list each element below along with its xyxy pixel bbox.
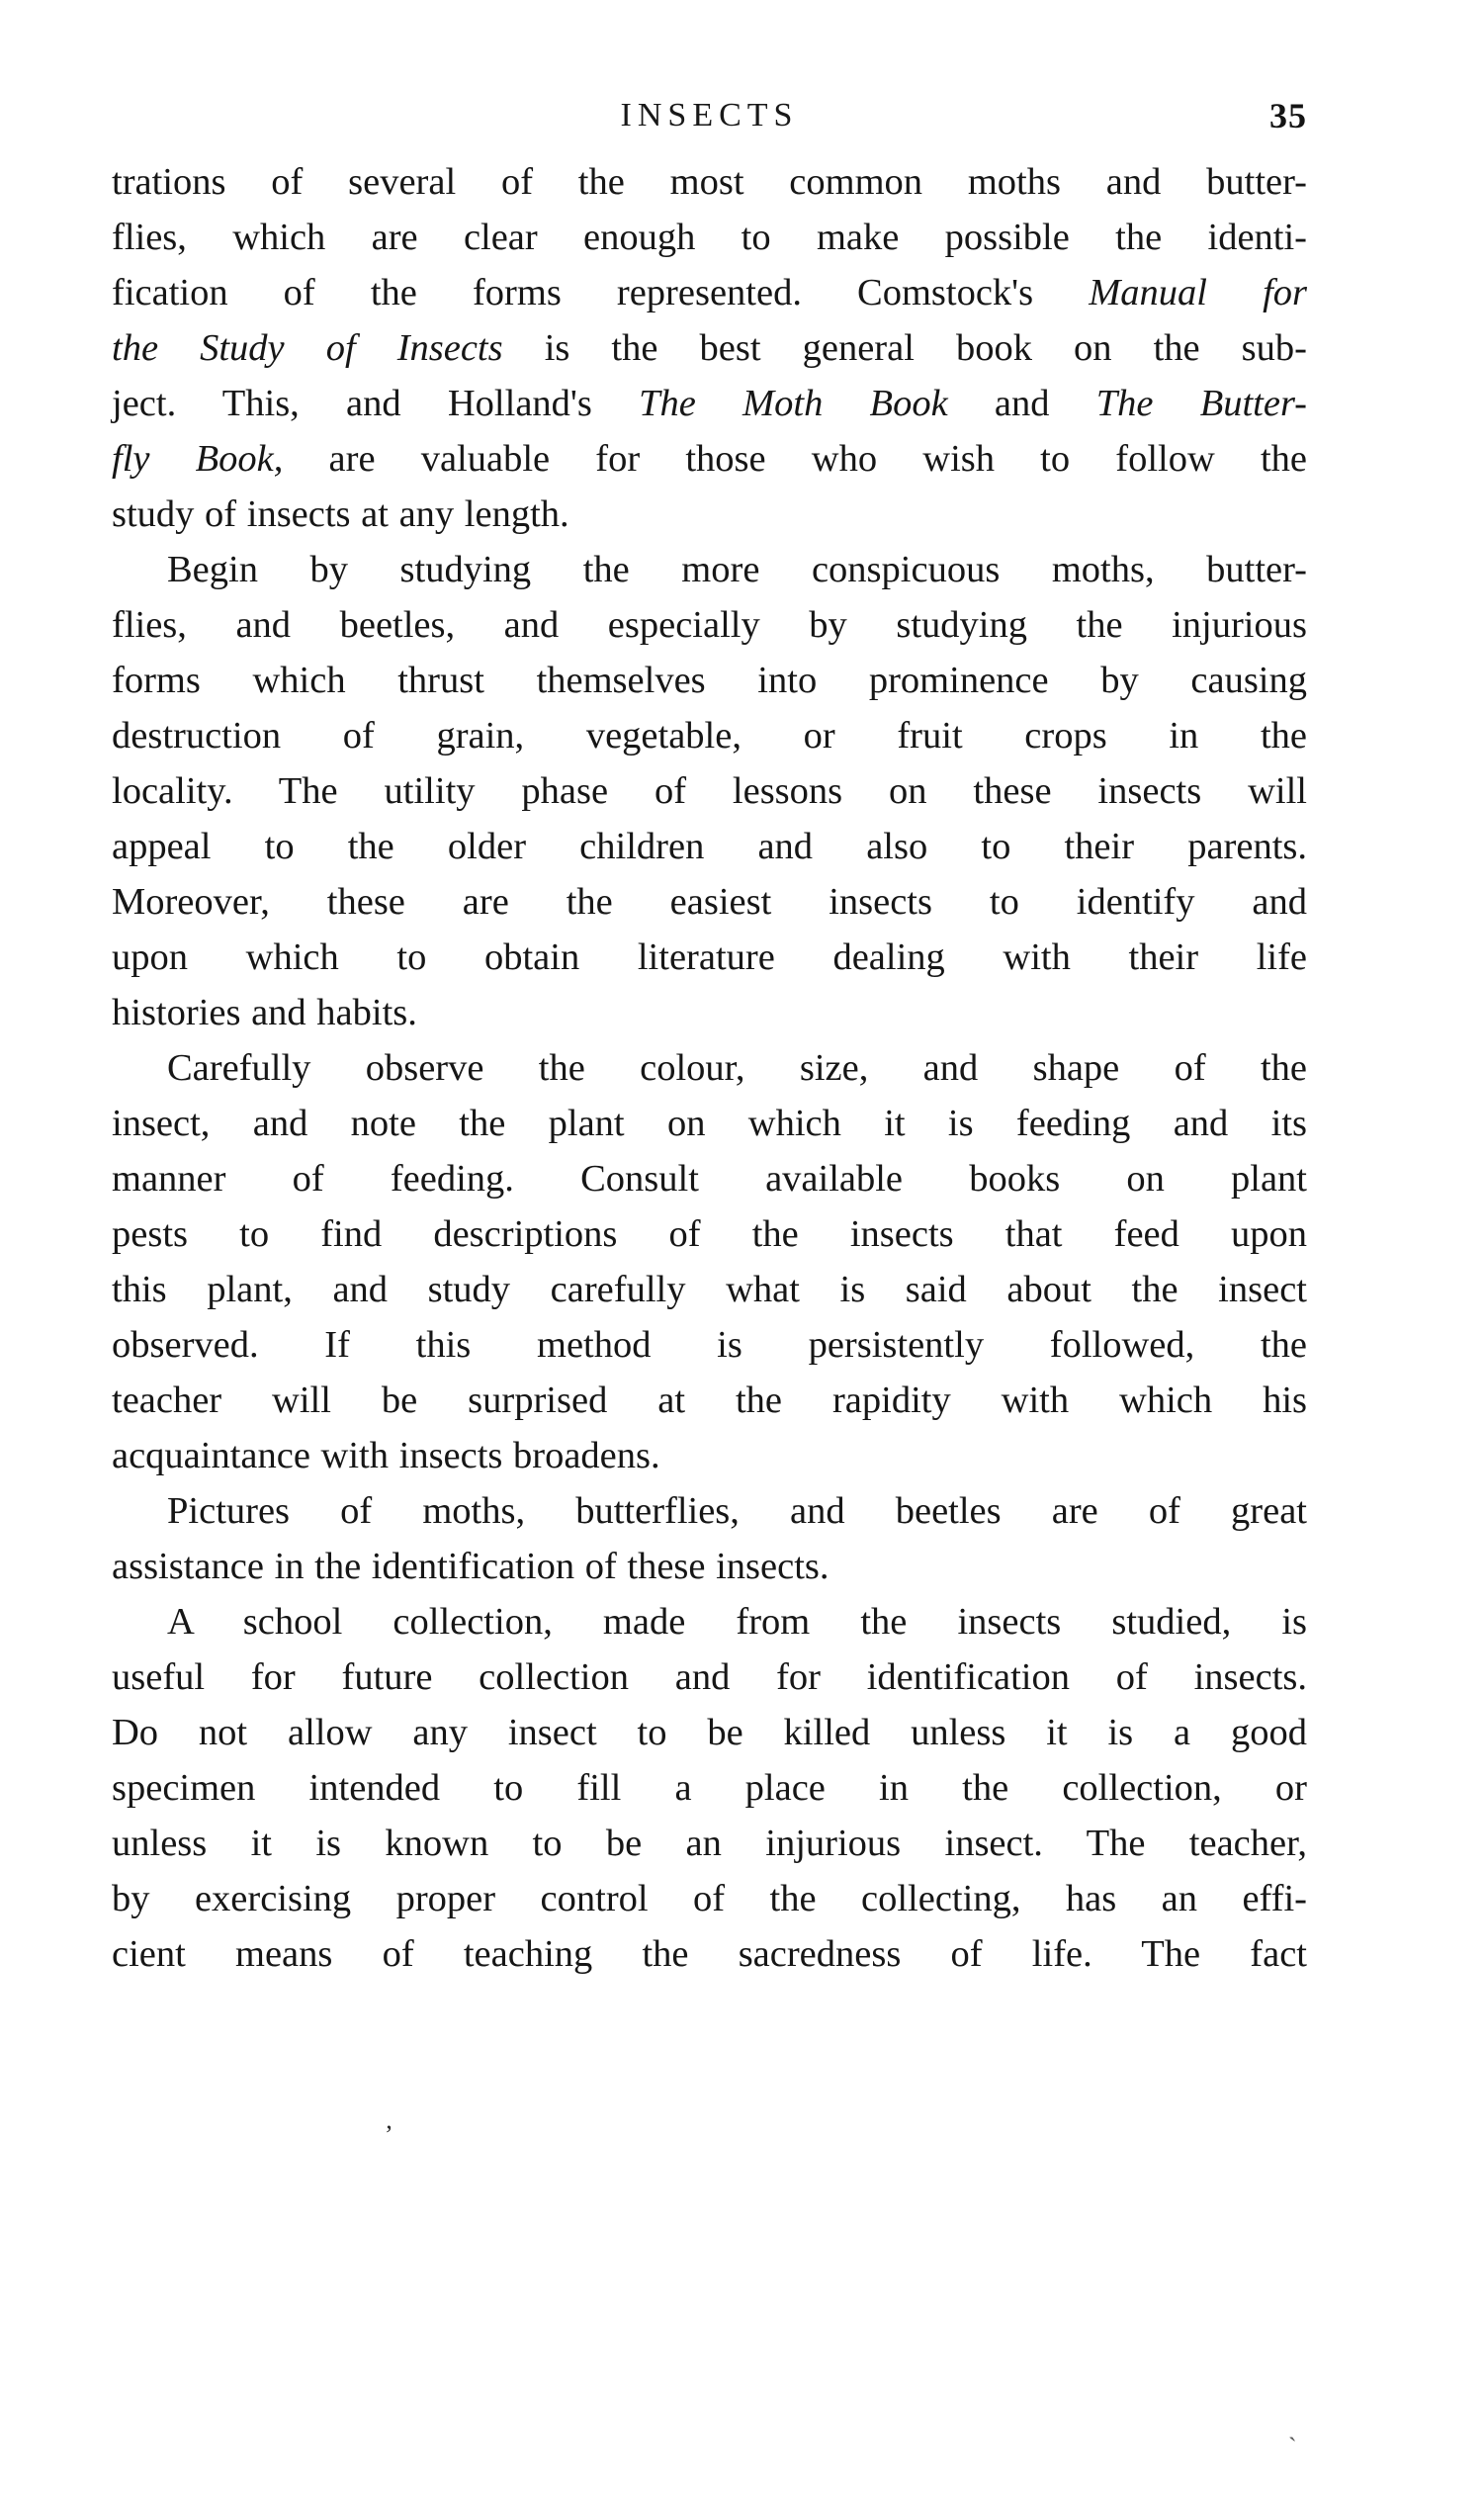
roman-text: manner of feeding. Consult available books on plant bbox=[112, 1158, 1307, 1200]
text-line bbox=[112, 542, 1307, 597]
roman-text: and bbox=[947, 383, 1096, 424]
italic-text: The Moth Book bbox=[639, 383, 948, 424]
roman-text: Pictures of moths, butterflies, and beetles are of great bbox=[167, 1490, 1307, 1532]
text-line bbox=[112, 1539, 1307, 1594]
roman-text: observed. If this method is persistently followed, the bbox=[112, 1324, 1307, 1366]
roman-text: study of insects at any length. bbox=[112, 493, 569, 535]
text-line bbox=[112, 265, 1307, 320]
text-line bbox=[112, 1649, 1307, 1705]
text-line bbox=[112, 1871, 1307, 1926]
roman-text: appeal to the older children and also to their parents. bbox=[112, 826, 1307, 867]
text-line bbox=[112, 597, 1307, 653]
roman-text: by exercising proper control of the collecting, has an effi- bbox=[112, 1878, 1307, 1919]
roman-text: assistance in the identification of these insects. bbox=[112, 1546, 829, 1587]
text-line bbox=[112, 1594, 1307, 1649]
scan-artifact: ’ bbox=[385, 2120, 393, 2149]
text-line bbox=[112, 1262, 1307, 1317]
text-line bbox=[112, 819, 1307, 874]
scan-artifact: ` bbox=[1288, 2433, 1297, 2461]
roman-text: trations of several of the most common moths and butter- bbox=[112, 161, 1307, 203]
roman-text: Moreover, these are the easiest insects to identify and bbox=[112, 881, 1307, 923]
roman-text: unless it is known to be an injurious insect. The teacher, bbox=[112, 1823, 1307, 1864]
roman-text: is the best general book on the sub- bbox=[502, 327, 1307, 369]
roman-text: teacher will be surprised at the rapidity with which his bbox=[112, 1380, 1307, 1421]
roman-text: A school collection, made from the insects studied, is bbox=[167, 1601, 1307, 1643]
text-line bbox=[112, 1428, 1307, 1483]
roman-text: Begin by studying the more conspicuous moths, butter- bbox=[167, 549, 1307, 590]
roman-text: Carefully observe the colour, size, and shape of the bbox=[167, 1047, 1307, 1089]
text-line bbox=[112, 1096, 1307, 1151]
text-line bbox=[112, 763, 1307, 819]
text-line bbox=[112, 154, 1307, 210]
roman-text: useful for future collection and for identification of insects. bbox=[112, 1656, 1307, 1698]
italic-text: fly Book, bbox=[112, 438, 284, 480]
roman-text: acquaintance with insects broadens. bbox=[112, 1435, 660, 1476]
text-line bbox=[112, 708, 1307, 763]
roman-text: upon which to obtain literature dealing with their life bbox=[112, 936, 1307, 978]
text-line bbox=[112, 376, 1307, 431]
roman-text: ject. This, and Holland's bbox=[112, 383, 640, 424]
roman-text: locality. The utility phase of lessons on these insects will bbox=[112, 770, 1307, 812]
roman-text: flies, and beetles, and especially by studying the injurious bbox=[112, 604, 1307, 646]
text-line bbox=[112, 874, 1307, 930]
roman-text: are valuable for those who wish to follow the bbox=[283, 438, 1307, 480]
italic-text: Manual for bbox=[1089, 272, 1307, 313]
text-line bbox=[112, 930, 1307, 985]
text-line bbox=[112, 431, 1307, 487]
text-line bbox=[112, 320, 1307, 376]
text-line bbox=[112, 1926, 1307, 1982]
roman-text: specimen intended to fill a place in the collection, or bbox=[112, 1767, 1307, 1809]
text-line bbox=[112, 1816, 1307, 1871]
text-line bbox=[112, 1317, 1307, 1373]
roman-text: forms which thrust themselves into prominence by causing bbox=[112, 660, 1307, 701]
text-line bbox=[112, 210, 1307, 265]
text-line bbox=[112, 1483, 1307, 1539]
text-line bbox=[112, 1040, 1307, 1096]
running-head bbox=[112, 97, 1307, 144]
roman-text: destruction of grain, vegetable, or fruit crops in the bbox=[112, 715, 1307, 757]
roman-text: cient means of teaching the sacredness of life. The fact bbox=[112, 1933, 1307, 1975]
italic-text: The Butter- bbox=[1095, 383, 1308, 424]
text-line bbox=[112, 1705, 1307, 1760]
text-line bbox=[112, 1760, 1307, 1816]
text-line bbox=[112, 653, 1307, 708]
text-line bbox=[112, 1151, 1307, 1206]
text-line bbox=[112, 1373, 1307, 1428]
page-number: 35 bbox=[1269, 96, 1307, 135]
roman-text: insect, and note the plant on which it is feeding and its bbox=[112, 1103, 1307, 1144]
text-line bbox=[112, 1206, 1307, 1262]
italic-text: the Study of Insects bbox=[112, 327, 503, 369]
roman-text: histories and habits. bbox=[112, 992, 417, 1033]
roman-text: flies, which are clear enough to make possible the identi- bbox=[112, 217, 1307, 258]
text-line bbox=[112, 487, 1307, 542]
roman-text: this plant, and study carefully what is said about the insect bbox=[112, 1269, 1307, 1310]
page-title: INSECTS bbox=[620, 97, 799, 134]
body-text bbox=[112, 154, 1307, 1982]
roman-text: pests to find descriptions of the insects that feed upon bbox=[112, 1213, 1307, 1255]
text-line bbox=[112, 985, 1307, 1040]
roman-text: Do not allow any insect to be killed unless it is a good bbox=[112, 1712, 1307, 1753]
roman-text: fication of the forms represented. Comstock's bbox=[112, 272, 1090, 313]
